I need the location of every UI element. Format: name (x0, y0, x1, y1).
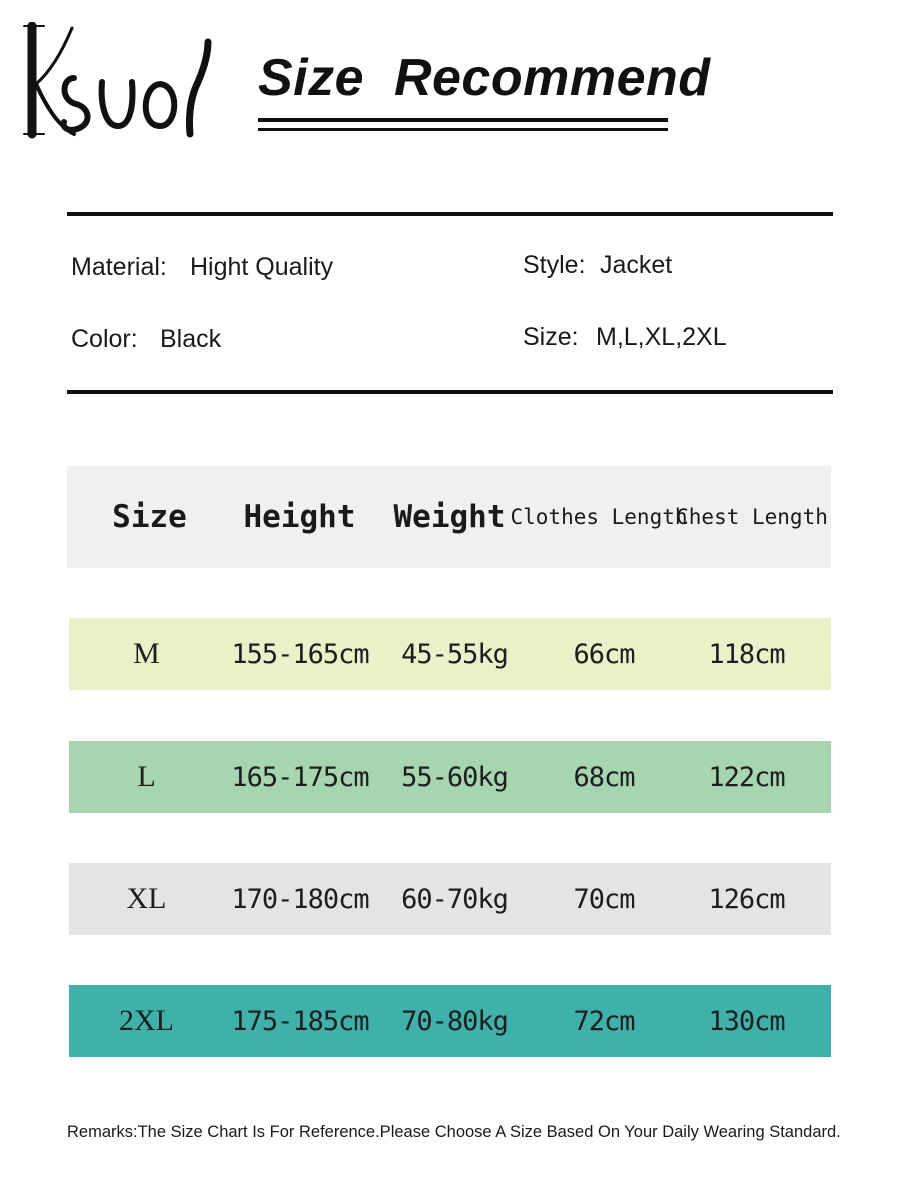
table-row (69, 741, 831, 813)
cell-clothes-length: 68cm (573, 761, 635, 793)
cell-chest-length: 118cm (708, 638, 785, 670)
cell-clothes-length: 70cm (573, 883, 635, 915)
cell-chest-length: 130cm (708, 1005, 785, 1037)
cell-clothes-length: 72cm (573, 1005, 635, 1037)
header-size: Size (112, 499, 187, 535)
header-weight: Weight (393, 499, 506, 535)
title-underline-top (258, 118, 668, 122)
cell-height: 175-185cm (231, 1005, 369, 1037)
color-value: Black (160, 325, 222, 353)
table-row (69, 985, 831, 1057)
table-row (69, 618, 831, 690)
cell-chest-length: 126cm (708, 883, 785, 915)
table-row (69, 863, 831, 935)
cell-height: 170-180cm (231, 883, 369, 915)
cell-weight: 55-60kg (401, 761, 508, 793)
size-label: Size: (523, 323, 579, 351)
divider-top (67, 212, 833, 216)
cell-size: XL (126, 882, 167, 915)
table-header (67, 466, 831, 568)
page-title: Size Recommend (258, 49, 711, 107)
cell-weight: 60-70kg (401, 883, 508, 915)
material-label: Material: (71, 253, 167, 281)
material-value: Hight Quality (190, 253, 334, 281)
style-value: Jacket (600, 251, 673, 279)
cell-size: 2XL (119, 1004, 174, 1037)
style-label: Style: (523, 251, 586, 279)
header-height: Height (243, 499, 356, 535)
cell-weight: 70-80kg (401, 1005, 508, 1037)
header-clothes-length: Clothes Length (510, 505, 688, 529)
title-underline-bottom (258, 128, 668, 131)
remarks-note: Remarks:The Size Chart Is For Reference.Please Choose A Size Based On Your Daily Wearing Standard. (67, 1123, 841, 1141)
brand-logo (22, 22, 217, 142)
color-label: Color: (71, 325, 138, 353)
size-value: M,L,XL,2XL (596, 323, 727, 351)
divider-bottom (67, 390, 833, 394)
cell-height: 165-175cm (231, 761, 369, 793)
cell-clothes-length: 66cm (573, 638, 635, 670)
cell-chest-length: 122cm (708, 761, 785, 793)
cell-weight: 45-55kg (401, 638, 508, 670)
cell-size: L (137, 760, 156, 793)
cell-size: M (133, 637, 160, 670)
header-chest-length: Chest Length (676, 505, 828, 529)
cell-height: 155-165cm (231, 638, 369, 670)
